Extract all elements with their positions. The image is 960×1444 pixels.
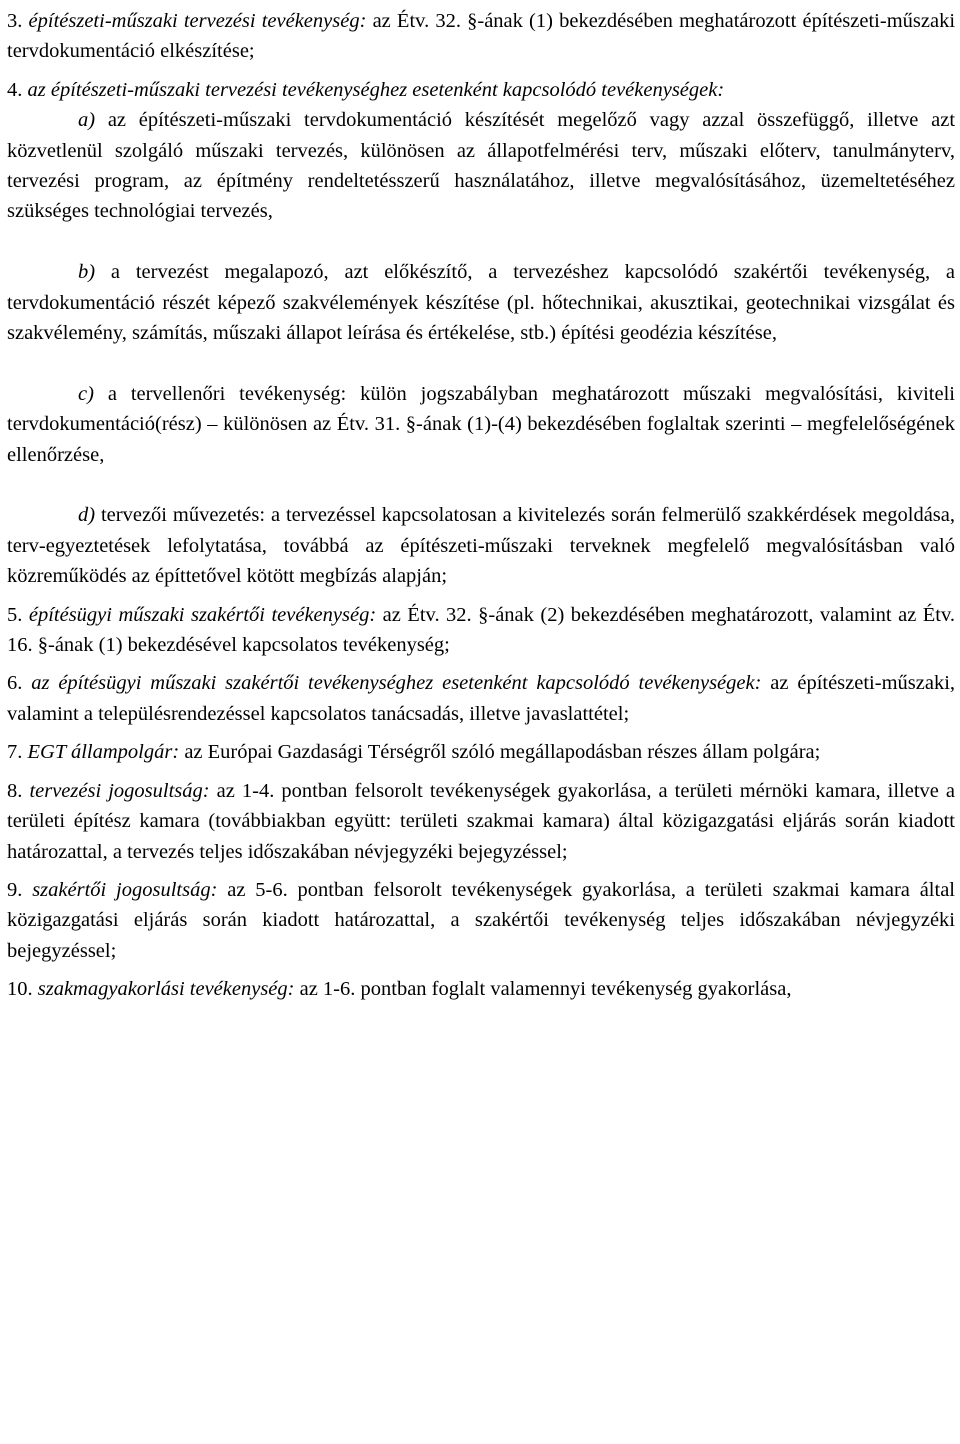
list-item-6 xyxy=(7,668,955,729)
item-text: az építészeti-műszaki, valamint a településrendezéssel kapcsolatos tanácsadás, illetve javaslattétel; xyxy=(7,672,956,725)
item-number: 8. xyxy=(7,779,23,802)
list-item-3 xyxy=(7,6,955,67)
sub-item-text: a tervezést megalapozó, azt előkészítő, a tervezéshez kapcsolódó szakértői tevékenység, a tervdokumentáció részét képező szakvélemények készítése (pl. hőtechnikai, akusztikai, geotechnikai vizsgálat és szakvélemény, számítás, műszaki állapot leírása és értékelése, stb.) építési geodézia készítése, xyxy=(7,261,955,345)
list-item-7 xyxy=(7,737,955,767)
sub-item-text: az építészeti-műszaki tervdokumentáció készítését megelőző vagy azzal összefüggő, illetve azt közvetlenül szolgáló műszaki tervezés, különösen az állapotfelmérési terv, műszaki előterv, tanulmányterv, tervezési program, az építmény rendeltetésszerű használatához, illetve megvalósításához, üzemeltetéséhez szükséges technológiai tervezés, xyxy=(7,109,956,223)
item-number: 5. xyxy=(7,603,23,626)
item-text: az 5-6. pontban felsorolt tevékenységek gyakorlása, a területi szakmai kamara által közigazgatási eljárás során kiadott határozattal, a szakértői tevékenység teljes időszakában névjegyzéki bejegyzéssel; xyxy=(7,878,955,962)
item-number: 9. xyxy=(7,878,23,901)
sub-item-d xyxy=(7,500,955,591)
item-text: az Európai Gazdasági Térségről szóló megállapodásban részes állam polgára; xyxy=(184,741,821,764)
sub-item-a xyxy=(7,105,955,227)
item-term: szakmagyakorlási tevékenység: xyxy=(37,978,295,1001)
sub-item-letter: b) xyxy=(78,261,96,284)
item-text: az Étv. 32. §-ának (2) bekezdésében meghatározott, valamint az Étv. 16. §-ának (1) bekezdésével kapcsolatos tevékenység; xyxy=(7,603,956,657)
item-text: az 1-6. pontban foglalt valamennyi tevékenység gyakorlása, xyxy=(299,978,792,1001)
item-text: az Étv. 32. §-ának (1) bekezdésében meghatározott építészeti-műszaki tervdokumentáció elkészítése; xyxy=(7,10,956,63)
item-text: az 1-4. pontban felsorolt tevékenységek gyakorlása, a területi mérnöki kamara, illetve a területi építész kamara (továbbiakban együtt: területi szakmai kamara) által közigazgatási eljárás során kiadott határozattal, a tervezés teljes időszakában névjegyzéki bejegyzéssel; xyxy=(7,779,956,863)
item-term: EGT állampolgár: xyxy=(27,741,180,764)
list-item-8 xyxy=(7,776,955,867)
item-term: építészeti-műszaki tervezési tevékenység: xyxy=(28,10,367,32)
sub-item-letter: a) xyxy=(78,109,96,132)
sub-item-letter: d) xyxy=(78,504,96,527)
item-term: szakértői jogosultság: xyxy=(32,878,218,901)
sub-item-text: a tervellenőri tevékenység: külön jogszabályban meghatározott műszaki megvalósítási, kiviteli tervdokumentáció(rész) – különösen az Étv. 31. §-ának (1)-(4) bekezdésében foglaltak szerinti – megfelelőségének ellenőrzése, xyxy=(7,382,955,466)
item-number: 3. xyxy=(7,10,23,32)
item-term: építésügyi műszaki szakértői tevékenység: xyxy=(28,603,377,626)
document-page xyxy=(7,6,955,1005)
item-number: 7. xyxy=(7,741,23,764)
list-item-9 xyxy=(7,875,955,966)
item-term: tervezési jogosultság: xyxy=(29,779,210,802)
item-term: az építésügyi műszaki szakértői tevékenységhez esetenként kapcsolódó tevékenységek: xyxy=(31,672,762,695)
item-number: 10. xyxy=(7,978,33,1001)
item-number: 4. xyxy=(7,78,23,101)
list-item-10 xyxy=(7,974,955,1004)
sub-item-b xyxy=(7,257,955,348)
list-item-5 xyxy=(7,600,955,661)
item-number: 6. xyxy=(7,672,23,695)
item-term: az építészeti-műszaki tervezési tevékenységhez esetenként kapcsolódó tevékenységek: xyxy=(27,78,725,101)
sub-item-text: tervezői művezetés: a tervezéssel kapcsolatosan a kivitelezés során felmerülő szakkérdések megoldása, terv-egyeztetések lefolytatása, továbbá az építészeti-műszaki terveknek megfelelő megvalósításban való közreműködés az építtetővel kötött megbízás alapján; xyxy=(7,504,955,588)
sub-item-letter: c) xyxy=(78,382,94,405)
list-item-4 xyxy=(7,75,955,105)
sub-item-c xyxy=(7,379,955,470)
